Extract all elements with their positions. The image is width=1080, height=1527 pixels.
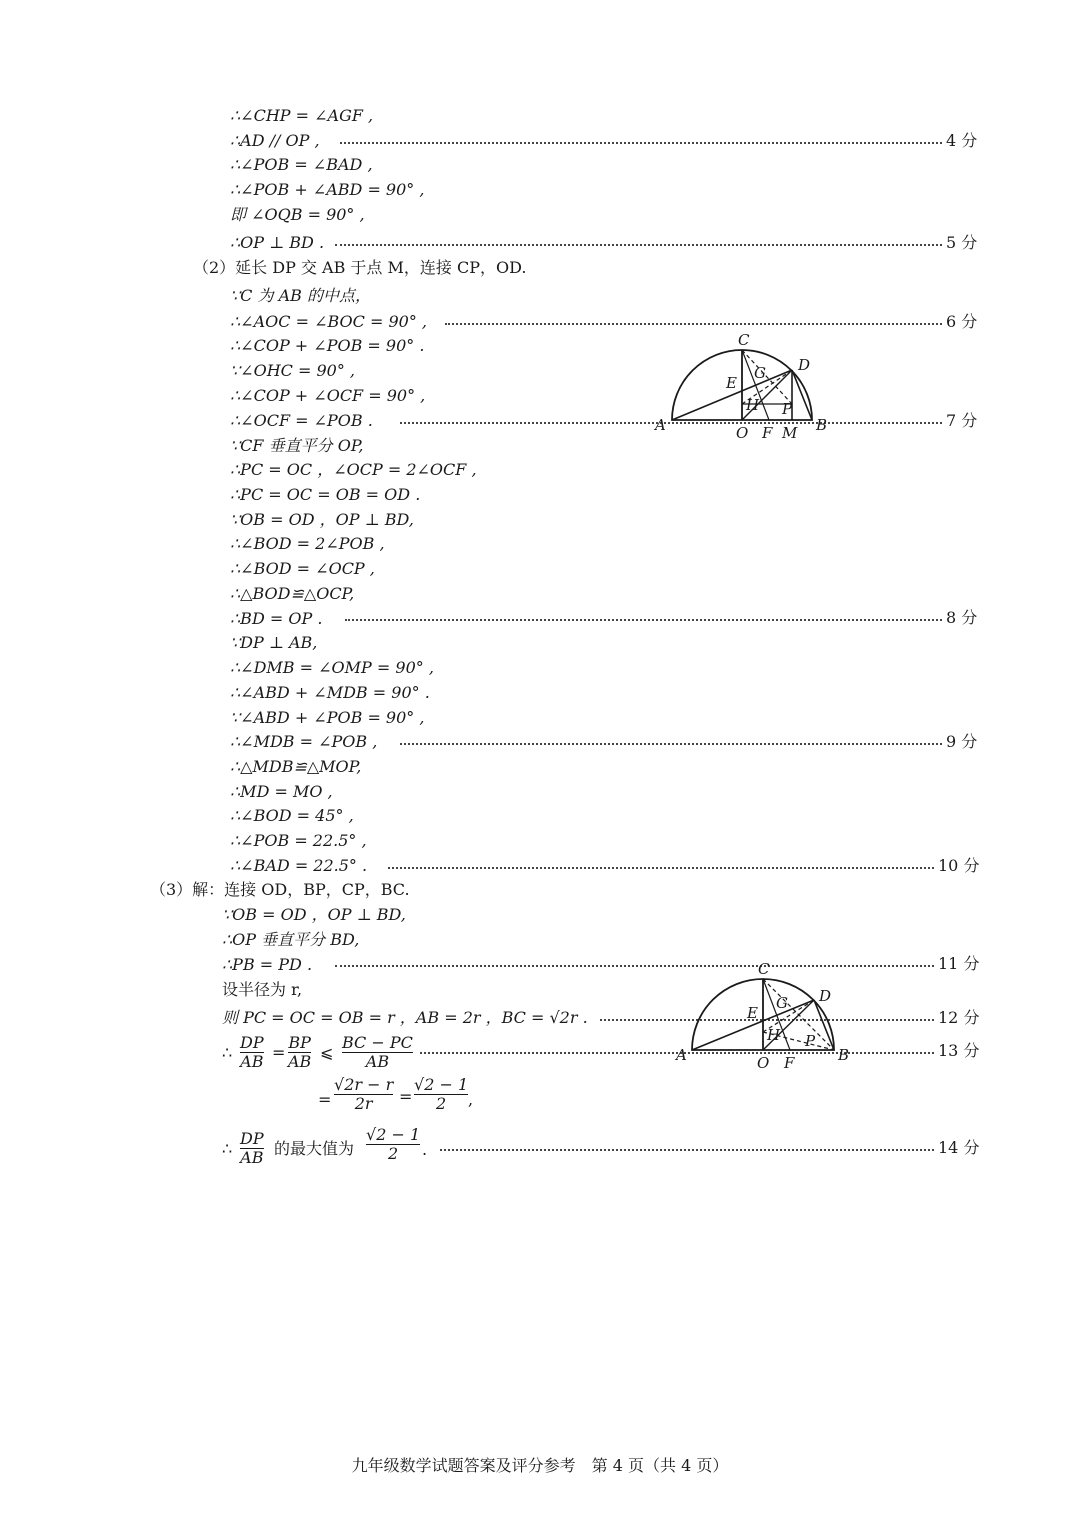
solution-line: 即 ∠OQB = 90° , [230,205,365,224]
solution-line: ∴OP ⊥ BD . [230,233,325,252]
label2-H: H [767,1026,781,1044]
label-G: G [754,364,766,382]
fraction-s2a: $\frac{√2 - 1}{2}$ [414,1075,469,1113]
op-period: . [422,1140,428,1159]
solution-line: ∴∠COP + ∠OCF = 90° , [230,386,426,405]
solution-line: ∴AD // OP , [230,131,320,150]
solution-line: ∴ [222,1043,233,1062]
page-footer: 九年级数学试题答案及评分参考 第 4 页（共 4 页） [351,1456,729,1475]
solution-line: ∴∠BAD = 22.5° . [230,856,368,875]
fraction-r2: $\frac{√2r - r}{2r}$ [334,1075,394,1113]
solution-line: ∵CF 垂直平分 OP, [230,436,364,455]
label-C: C [738,331,750,349]
solution-line: （2）延长 DP 交 AB 于点 M，连接 CP，OD. [193,258,527,277]
fraction-dp-ab-final: $\frac{DP}{AB}$ [240,1129,264,1167]
solution-line: ∴∠POB = 22.5° , [230,831,367,850]
score-points: 14 分 [938,1138,980,1157]
fraction-bc-pc-ab: $\frac{BC - PC}{AB}$ [342,1033,413,1071]
label-A: A [655,416,666,434]
op-eq2: = [399,1087,413,1106]
solution-line: 的最大值为 [274,1139,355,1158]
op-eq1: = [272,1043,286,1062]
solution-line: ∴∠DMB = ∠OMP = 90° , [230,658,434,677]
fraction-bp-ab: $\frac{BP}{AB}$ [288,1033,312,1071]
solution-line: 则 PC = OC = OB = r ，AB = 2r ，BC = √2r . [222,1008,588,1027]
label-O: O [736,424,749,442]
label2-F: F [784,1054,795,1072]
solution-line: ∴MD = MO , [230,782,333,801]
score-points: 11 分 [938,954,980,973]
solution-line: ∴PC = OC ，∠OCP = 2∠OCF , [230,460,477,479]
solution-line: ∵OB = OD ，OP ⊥ BD, [222,905,406,924]
solution-line: ∴∠BOD = 2∠POB , [230,534,385,553]
solution-line: （3）解：连接 OD，BP，CP，BC. [150,880,410,899]
label2-A: A [676,1046,687,1064]
solution-line: ∴BD = OP . [230,609,323,628]
solution-line: ∴∠ABD + ∠MDB = 90° . [230,683,430,702]
solution-line: ∵∠OHC = 90° , [230,361,356,380]
solution-line: ∴PC = OC = OB = OD . [230,485,421,504]
solution-line: ∴△MDB≌△MOP, [230,757,362,776]
label-M: M [782,424,798,442]
solution-line: ∴PB = PD . [222,955,313,974]
score-points: 13 分 [938,1041,980,1060]
score-points: 9 分 [946,732,978,751]
op-comma: , [468,1090,474,1109]
dotted-leader [440,1147,934,1151]
solution-line: ∴OP 垂直平分 BD, [222,930,360,949]
dotted-leader [340,140,942,144]
solution-line: ∴ [222,1139,233,1158]
score-points: 10 分 [938,856,980,875]
solution-line: ∴∠AOC = ∠BOC = 90° , [230,312,428,331]
score-points: 8 分 [946,608,978,627]
score-points: 6 分 [946,312,978,331]
op-le: ⩽ [320,1043,334,1062]
solution-line: ∴∠MDB = ∠POB , [230,732,378,751]
label-P: P [782,400,793,418]
solution-line: ∴△BOD≌△OCP, [230,584,355,603]
label-F: F [762,424,773,442]
label2-C: C [758,960,770,978]
dotted-leader [335,242,942,246]
solution-line: ∴∠BOD = 45° , [230,806,354,825]
dotted-leader [388,865,934,869]
solution-line: 设半径为 r, [222,980,303,999]
solution-line: ∵OB = OD ，OP ⊥ BD, [230,510,414,529]
dotted-leader [400,741,942,745]
dotted-leader [345,617,942,621]
label-H: H [746,396,760,414]
score-points: 7 分 [946,411,978,430]
score-points: 4 分 [946,131,978,150]
dotted-leader [445,321,942,325]
solution-line: ∴∠CHP = ∠AGF , [230,106,374,125]
label2-E: E [747,1004,758,1022]
solution-line: = [318,1090,332,1109]
solution-line: ∴∠POB = ∠BAD , [230,155,373,174]
label2-O: O [757,1054,770,1072]
label2-B: B [838,1046,850,1064]
label2-D: D [819,987,832,1005]
fraction-s2b: $\frac{√2 - 1}{2}$ [366,1125,421,1163]
label-D: D [798,356,811,374]
solution-line: ∴∠BOD = ∠OCP , [230,559,375,578]
label-B: B [816,416,828,434]
solution-line: ∴∠POB + ∠ABD = 90° , [230,180,425,199]
geometry-figure-1 [652,326,852,446]
solution-line: ∵∠ABD + ∠POB = 90° , [230,708,425,727]
solution-line: ∵DP ⊥ AB, [230,633,318,652]
fraction-dp-ab: $\frac{DP}{AB}$ [240,1033,264,1071]
geometry-figure-2 [672,956,872,1076]
solution-line: ∴∠OCF = ∠POB . [230,411,373,430]
score-points: 12 分 [938,1008,980,1027]
solution-line: ∵C 为 AB 的中点， [230,286,371,305]
solution-line: ∴∠COP + ∠POB = 90° . [230,336,425,355]
label-E: E [726,374,737,392]
label2-P: P [805,1032,816,1050]
label2-G: G [776,994,788,1012]
score-points: 5 分 [946,233,978,252]
